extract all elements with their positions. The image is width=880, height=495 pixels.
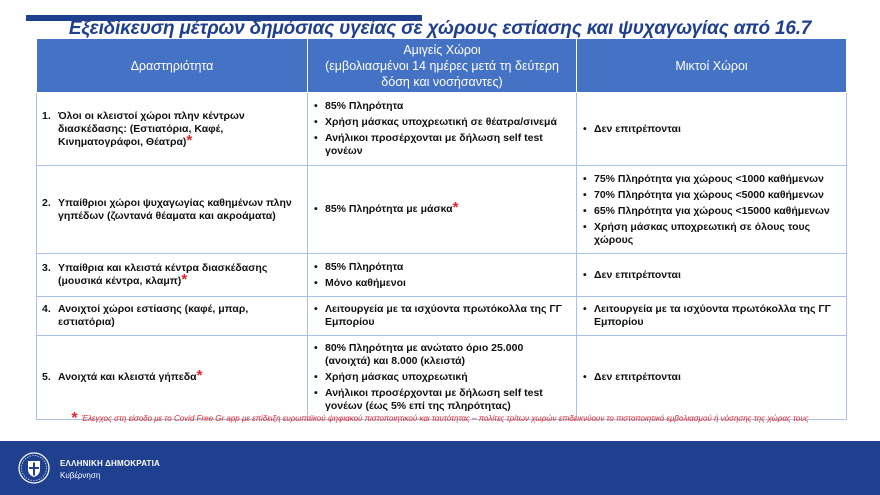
table-row	[37, 336, 847, 420]
activity-label: Υπαίθριοι χώροι ψυχαγωγίας καθημένων πλην γηπέδων (ζωντανά θέαματα και ακροάματα)	[58, 196, 292, 222]
table-body	[37, 93, 847, 420]
list-item-text: Χρήση μάσκας υποχρεωτική σε θέατρα/σινεμά	[325, 116, 557, 128]
list-item	[582, 123, 841, 136]
activity-text	[58, 197, 302, 223]
bullet-list	[582, 269, 841, 282]
list-item-text: 70% Πληρότητα για χώρους <5000 καθήμενων	[594, 188, 824, 201]
list-item	[313, 116, 571, 129]
list-item-text: Λειτουργεία με τα ισχύοντα πρωτόκολλα της ΓΓ Εμπορίου	[594, 303, 831, 328]
activity-cell	[37, 254, 308, 297]
bullet-list	[582, 303, 841, 329]
list-item-text: 75% Πληρότητα για χώρους <1000 καθήμενων	[594, 172, 824, 185]
list-item-text: 85% Πληρότητα με μάσκα	[325, 203, 453, 215]
table-row	[37, 297, 847, 336]
list-item	[313, 261, 571, 274]
table-header-row	[37, 39, 847, 93]
activity-text	[58, 110, 302, 149]
government-name: ΕΛΛΗΝΙΚΗ ΔΗΜΟΚΡΑΤΙΑ	[60, 459, 160, 468]
mixed-cell	[577, 93, 847, 166]
list-item-text: 65% Πληρότητα για χώρους <15000 καθήμενων	[594, 204, 830, 217]
activity	[42, 197, 302, 223]
list-item	[582, 303, 841, 329]
footnote	[8, 410, 872, 428]
list-item-text: 85% Πληρότητα	[325, 100, 404, 112]
mixed-cell	[577, 254, 847, 297]
asterisk-marker: *	[181, 271, 188, 288]
row-number: 4.	[42, 303, 51, 315]
activity-label: Ανοιχτά και κλειστά γήπεδα	[58, 371, 197, 383]
unmixed-cell	[308, 297, 577, 336]
header-unmixed-subtitle: (εμβολιασμένοι 14 ημέρες μετά τη δεύτερη δόση και νοσήσαντες)	[325, 58, 559, 89]
list-item	[582, 205, 841, 218]
activity	[42, 367, 302, 384]
list-item-text: Χρήση μάσκας υποχρεωτική	[325, 371, 468, 383]
activity-cell	[37, 336, 308, 420]
list-item-text: Ανήλικοι προσέρχονται με δήλωση self test γονέων	[325, 132, 543, 157]
list-item-text: Δεν επιτρέπονται	[594, 371, 681, 383]
measures-table	[36, 38, 847, 420]
mixed-cell	[577, 297, 847, 336]
bullet-list	[313, 199, 571, 216]
activity-text	[58, 303, 302, 329]
table-row	[37, 254, 847, 297]
bullet-list	[582, 371, 841, 384]
activity	[42, 262, 302, 288]
list-item	[313, 277, 571, 290]
list-item	[313, 199, 571, 216]
activity-text	[58, 367, 203, 384]
government-subtitle: Κυβέρνηση	[60, 471, 101, 480]
mixed-cell	[577, 336, 847, 420]
header-unmixed	[308, 39, 577, 93]
unmixed-cell	[308, 166, 577, 254]
row-number: 1.	[42, 109, 51, 122]
list-item-text: Δεν επιτρέπονται	[594, 268, 681, 281]
table-row	[37, 93, 847, 166]
list-item-text: Δεν επιτρέπονται	[594, 122, 681, 135]
list-item-text: Ανήλικοι προσέρχονται με δήλωση self test γονέων (έως 5% επί της πληρότητας)	[325, 387, 543, 412]
activity-cell	[37, 166, 308, 254]
slide-title: Εξειδίκευση μέτρων δημόσιας υγείας σε χώρους εστίασης και ψυχαγωγίας από 16.7	[68, 18, 812, 39]
activity-label: Ανοιχτοί χώροι εστίασης (καφέ, μπαρ, εστιατόρια)	[58, 303, 249, 328]
list-item	[582, 269, 841, 282]
bullet-list	[582, 123, 841, 136]
bullet-list	[313, 342, 571, 413]
list-item-text: 80% Πληρότητα με ανώτατο όριο 25.000 (ανοιχτά) και 8.000 (κλειστά)	[325, 342, 524, 367]
table-row	[37, 166, 847, 254]
activity	[42, 303, 302, 329]
bullet-list	[313, 261, 571, 290]
list-item-text: Λειτουργεία με τα ισχύοντα πρωτόκολλα της ΓΓ Εμπορίου	[325, 303, 562, 328]
bullet-list	[313, 100, 571, 158]
header-mixed: Μικτοί Χώροι	[577, 39, 847, 93]
list-item	[582, 189, 841, 202]
list-item	[313, 132, 571, 158]
activity-label: Όλοι οι κλειστοί χώροι πλην κέντρων διασκέδασης: (Εστιατόρια, Καφέ, Κινηματογράφοι, Θέατρα)	[58, 109, 245, 148]
activity-cell	[37, 297, 308, 336]
footnote-text: Έλεγχος στη είσοδο με το Covid Free Gr app με επίδειξη ευρωπαϊκού ψηφιακού πιστοποιητικού και ταυτότητας – πολίτες τρίτων χωρών επιδεικνύουν το πιστοποιητικό εμβολιασμού ή νόσησης της χώρας τους	[81, 414, 809, 423]
bullet-list	[582, 173, 841, 247]
list-item-text: Χρήση μάσκας υποχρεωτική σε όλους τους χώρους	[594, 220, 811, 246]
activity-text	[58, 262, 302, 288]
greek-coat-of-arms-icon	[18, 452, 50, 484]
unmixed-cell	[308, 336, 577, 420]
mixed-cell	[577, 166, 847, 254]
row-number: 3.	[42, 262, 51, 274]
list-item	[582, 173, 841, 186]
row-number: 2.	[42, 196, 51, 209]
activity	[42, 110, 302, 149]
row-number: 5.	[42, 371, 51, 383]
footnote-star: *	[71, 410, 78, 428]
list-item-text: 85% Πληρότητα	[325, 260, 404, 273]
header-activity: Δραστηριότητα	[37, 39, 308, 93]
unmixed-cell	[308, 254, 577, 297]
header-unmixed-title: Αμιγείς Χώροι	[403, 42, 481, 57]
list-item	[313, 342, 571, 368]
bullet-list	[313, 303, 571, 329]
activity-label: Υπαίθρια και κλειστά κέντρα διασκέδασης (μουσικά κέντρα, κλαμπ)	[58, 262, 268, 287]
list-item-text: Μόνο καθήμενοι	[325, 276, 406, 289]
list-item	[582, 221, 841, 247]
list-item	[313, 371, 571, 384]
asterisk-marker: *	[196, 367, 203, 384]
list-item	[313, 303, 571, 329]
activity-cell	[37, 93, 308, 166]
unmixed-cell	[308, 93, 577, 166]
list-item	[582, 371, 841, 384]
asterisk-marker: *	[452, 199, 459, 216]
list-item	[313, 387, 571, 413]
footer-bar	[0, 441, 880, 495]
asterisk-marker: *	[186, 131, 193, 149]
list-item	[313, 100, 571, 113]
